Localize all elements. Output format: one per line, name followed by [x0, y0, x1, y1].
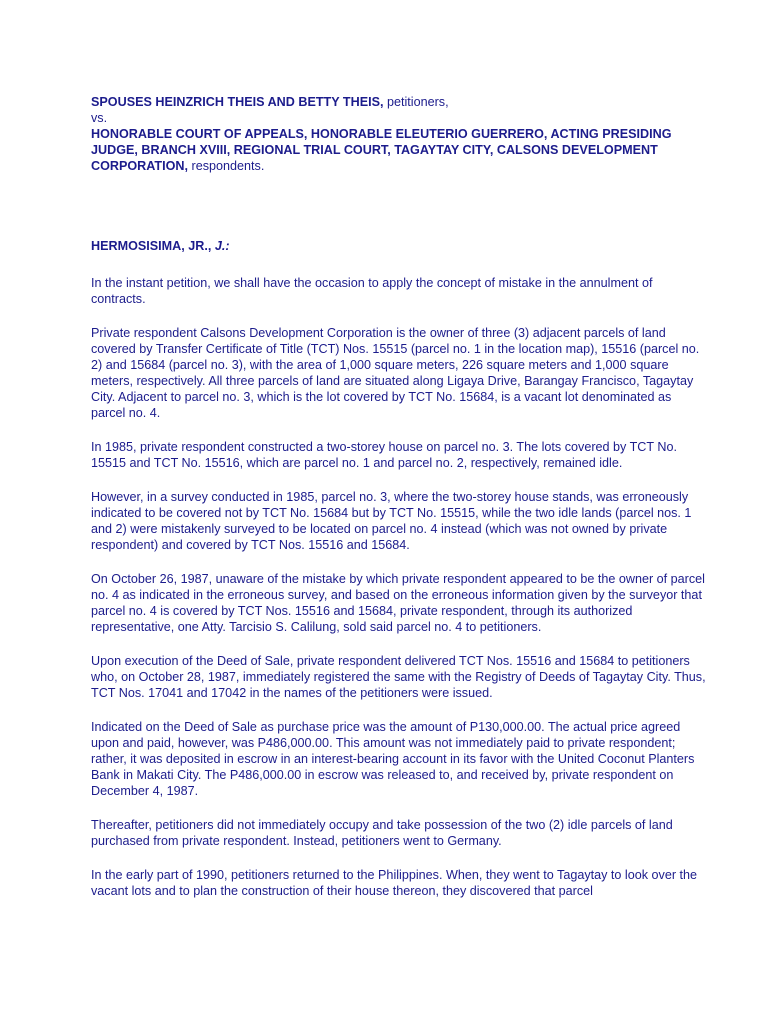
body-paragraph: Upon execution of the Deed of Sale, private respondent delivered TCT Nos. 15516 and 15684 to petitioners who, on October 28, 1987, immediately registered the same with the Registry of Deeds of Tagaytay City. Thus, TCT Nos. 17041 and 17042 in the names of the petitioners were issued.	[91, 654, 706, 700]
petitioners-role: petitioners,	[383, 95, 449, 109]
body-paragraph: Private respondent Calsons Development Corporation is the owner of three (3) adjacent parcels of land covered by Transfer Certificate of Title (TCT) Nos. 15515 (parcel no. 1 in the location map), 15516 (parcel no. 2) and 15684 (parcel no. 3), with the area of 1,000 square meters, 226 square meters and 1,000 square meters, respectively. All three parcels of land are situated along Ligaya Drive, Barangay Francisco, Tagaytay City. Adjacent to parcel no. 3, which is the lot covered by TCT No. 15684, is a vacant lot denominated as parcel no. 4.	[91, 326, 700, 420]
body-paragraph: In the instant petition, we shall have the occasion to apply the concept of mistake in the annulment of contracts.	[91, 276, 653, 306]
ponente-name: HERMOSISIMA, JR.,	[91, 239, 212, 253]
body-paragraph: In 1985, private respondent constructed a two-storey house on parcel no. 3. The lots covered by TCT No. 15515 and TCT No. 15516, which are parcel no. 1 and parcel no. 2, respectively, remained idle.	[91, 440, 677, 470]
caption-spacer	[91, 174, 708, 238]
case-caption	[91, 94, 708, 174]
ponente-title: J.:	[211, 239, 230, 253]
petitioners-names: SPOUSES HEINZRICH THEIS AND BETTY THEIS,	[91, 95, 384, 109]
petitioners-line	[91, 94, 708, 110]
respondents-role: respondents.	[188, 159, 265, 173]
body-paragraph: However, in a survey conducted in 1985, parcel no. 3, where the two-storey house stands, was erroneously indicated to be covered not by TCT No. 15684 but by TCT No. 15515, while the two idle lands (parcel nos. 1 and 2) were mistakenly surveyed to be located on parcel no. 4 instead (which was not owned by private respondent) and covered by TCT Nos. 15516 and 15684.	[91, 490, 692, 552]
respondents-line	[91, 126, 708, 174]
versus-line: vs.	[91, 111, 108, 125]
body-paragraph: Indicated on the Deed of Sale as purchase price was the amount of P130,000.00. The actual price agreed upon and paid, however, was P486,000.00. This amount was not immediately paid to private respondent; rather, it was deposited in escrow in an interest-bearing account in its favor with the United Coconut Planters Bank in Makati City. The P486,000.00 in escrow was released to, and received by, private respondent on December 4, 1987.	[91, 720, 695, 798]
ponente-heading	[91, 238, 708, 254]
respondents-names: HONORABLE COURT OF APPEALS, HONORABLE ELEUTERIO GUERRERO, ACTING PRESIDING JUDGE, BRANCH XVIII, REGIONAL TRIAL COURT, TAGAYTAY CITY, CALSONS DEVELOPMENT CORPORATION,	[91, 127, 672, 173]
body-paragraph: Thereafter, petitioners did not immediately occupy and take possession of the two (2) idle parcels of land purchased from private respondent. Instead, petitioners went to Germany.	[91, 818, 673, 848]
opinion-body	[91, 275, 708, 899]
body-paragraph: On October 26, 1987, unaware of the mistake by which private respondent appeared to be the owner of parcel no. 4 as indicated in the erroneous survey, and based on the erroneous information given by the surveyor that parcel no. 4 is covered by TCT Nos. 15516 and 15684, private respondent, through its authorized representative, one Atty. Tarcisio S. Calilung, sold said parcel no. 4 to petitioners.	[91, 572, 705, 634]
body-paragraph: In the early part of 1990, petitioners returned to the Philippines. When, they went to Tagaytay to look over the vacant lots and to plan the construction of their house thereon, they discovered that parcel	[91, 868, 698, 898]
